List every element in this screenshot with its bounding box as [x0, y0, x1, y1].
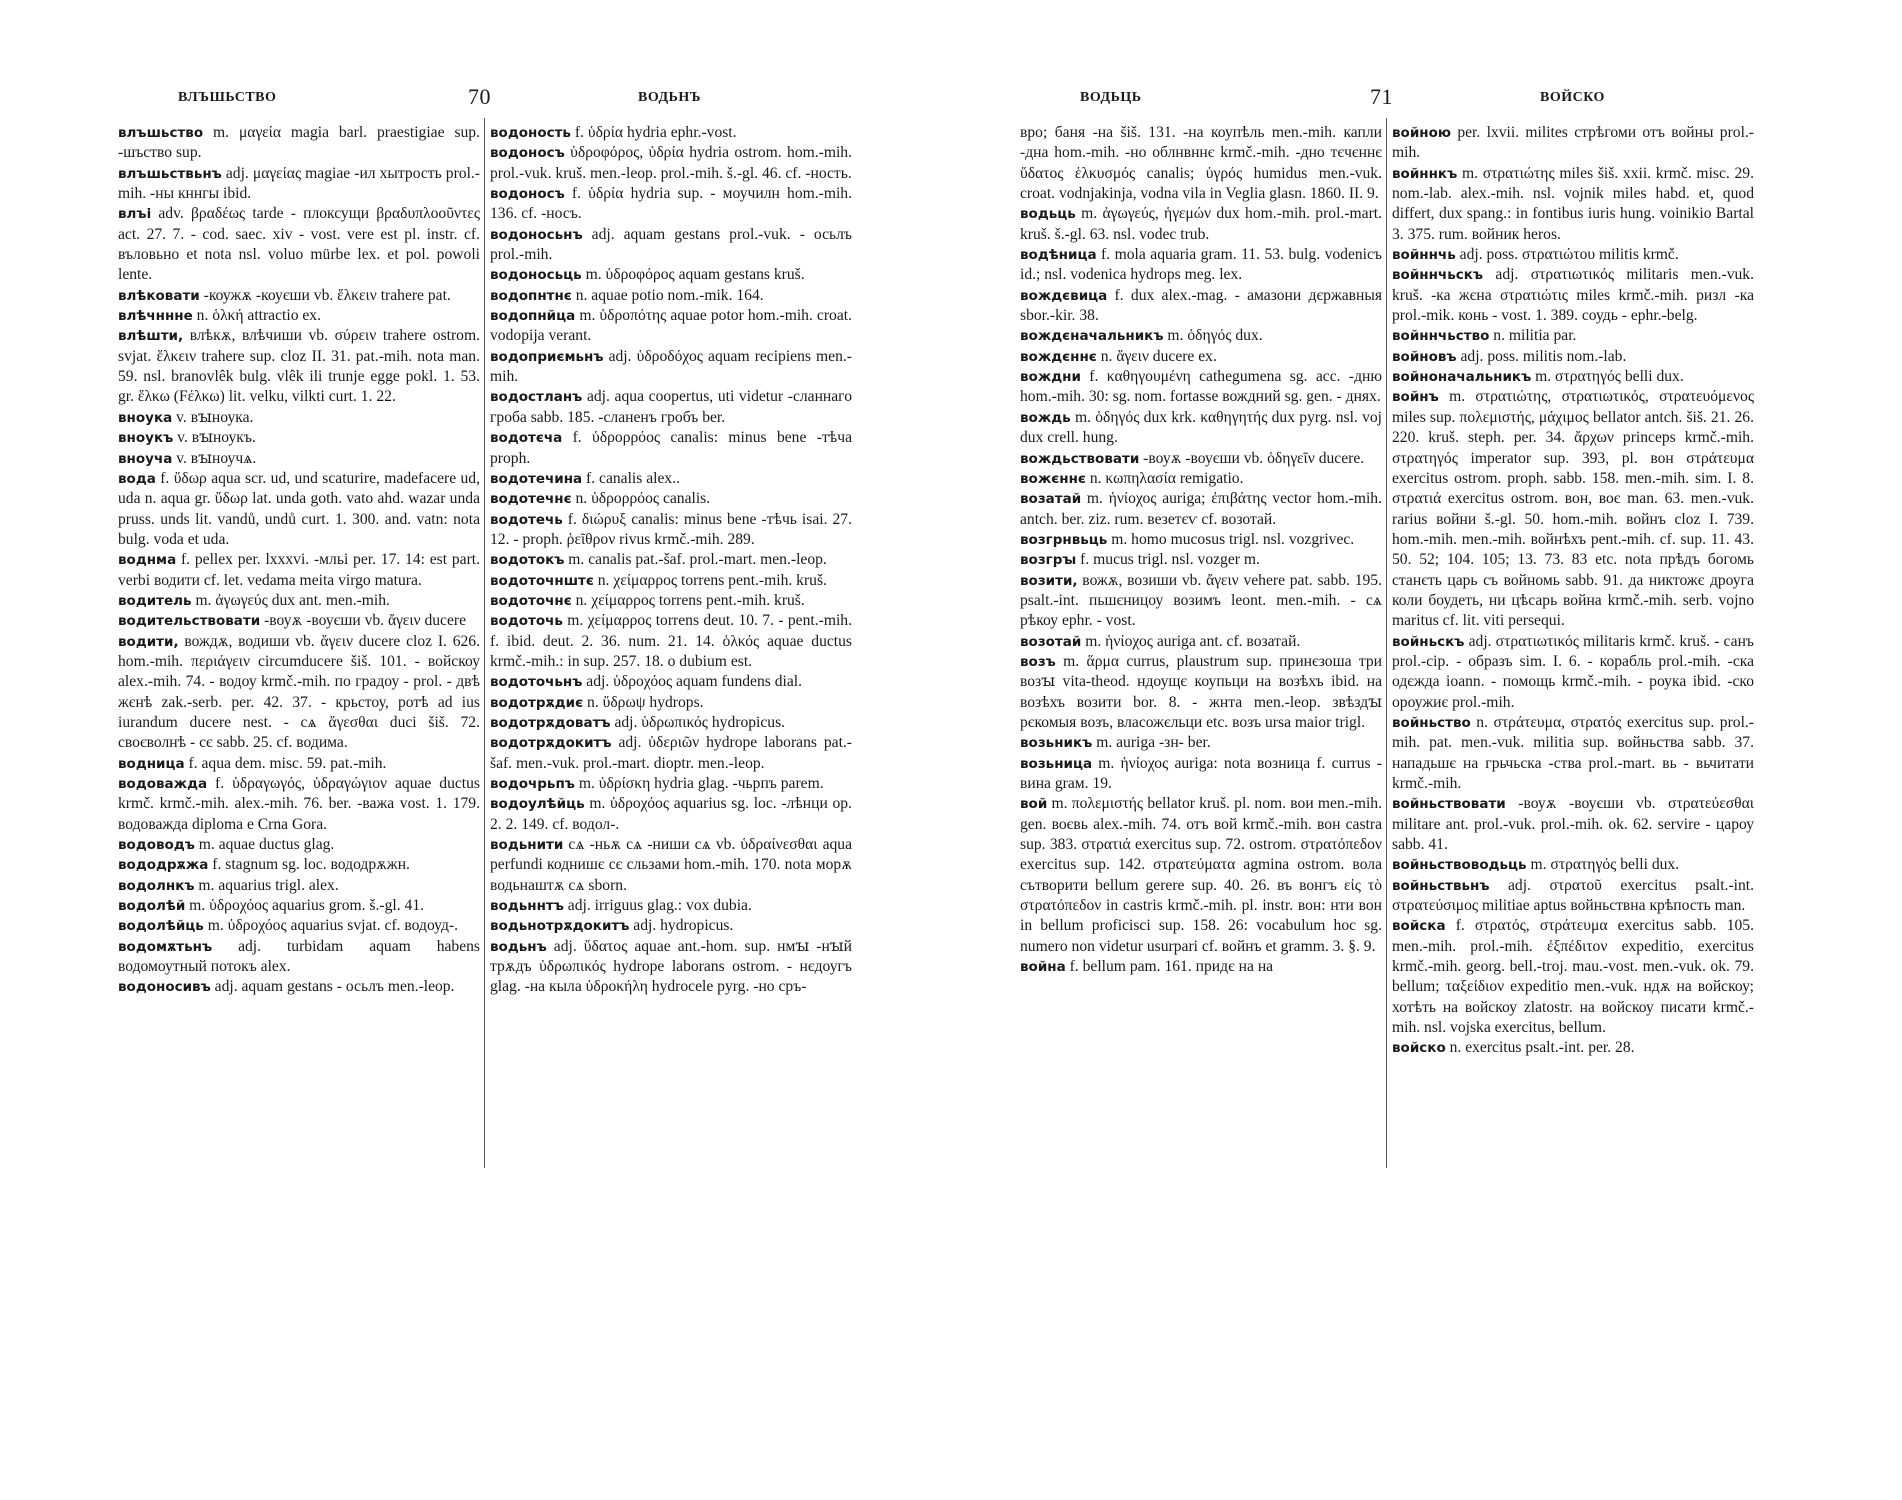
dictionary-entry: водолнкъ m. aquarius trigl. alex.: [118, 876, 339, 894]
dictionary-entry: водоносъ ὑδροφόρος, ὑδρία hydria ostrom. hom.-mih. prol.-vuk. kruš. men.-leop. prol.-mih. š.-gl. 46. cf. -ность.: [490, 144, 852, 182]
dictionary-entry: водоточьнъ adj. ὑδροχόος aquam fundens dial.: [490, 673, 803, 691]
dictionary-entry: водѣница f. mola aquaria gram. 11. 53. bulg. vodenicъ id.; nsl. vodenica hydrops meg. lex.: [1020, 246, 1382, 284]
dictionary-entry: водоносивъ adj. aquam gestans - осьлъ men.-leop.: [118, 978, 455, 996]
dictionary-entry: возатай m. ἡνίοχος auriga; ἐπιβάτης vector hom.-mih. antch. ber. ziz. rum. везетєѵ cf. возотай.: [1020, 490, 1382, 528]
dictionary-entry: войннчьскъ adj. στρατιωτικός militaris men.-vuk. kruš. -ка жєна στρατιώτις miles krmč.-mih. ризл -ка prol.-mik. конь - vost. 1. 389. соудь - ephr.-belg.: [1392, 266, 1754, 325]
dictionary-entry: вододрѫжа f. stagnum sg. loc. вододрѫжн.: [118, 856, 410, 874]
left-header-right: ВОДЬНЪ: [638, 90, 702, 105]
right-page-column-1: [1020, 123, 1382, 977]
dictionary-entry: возьникъ m. auriga -зн- ber.: [1020, 734, 1211, 752]
dictionary-entry: водолѣйць m. ὑδροχόος aquarius svjat. cf. водоуд-.: [118, 917, 459, 935]
dictionary-entry: водопнтнє n. aquae potio nom.-mik. 164.: [490, 286, 764, 304]
dictionary-entry: влъшьство m. μαγεία magia barl. praestigiae sup. -шъство sup.: [118, 124, 480, 162]
dictionary-entry: вождни f. καθηγουμένη cathegumena sg. acc. -дню hom.-mih. 30: sg. nom. fortasse вождний sg. gen. - дняx.: [1020, 368, 1382, 406]
dictionary-entry: вноуча v. вꙑноучѧ.: [118, 449, 257, 467]
left-page-column-2: [490, 123, 852, 998]
right-header-right: ВОЙСКО: [1540, 90, 1605, 105]
dictionary-entry: войньство n. στράτευμα, στρατός exercitus sup. prol.-mih. pat. men.-vuk. militia sup. войньства sabb. 37. нападьшє на грьчьска -ства prol.-mart. вь - вьчитати krmč.-mih.: [1392, 713, 1754, 792]
dictionary-entry: водотрѫдокитъ adj. ὑδεριῶν hydrope laborans pat.-šaf. men.-vuk. prol.-mart. dioptr. men.-leop.: [490, 734, 852, 772]
dictionary-entry: влѣчннне n. ὁλκή attractio ex.: [118, 307, 322, 325]
dictionary-entry: вноукъ v. вꙑноукъ.: [118, 429, 256, 447]
dictionary-entry: вождєвица f. dux alex.-mag. - амазони дєржавныя sbor.-kir. 38.: [1020, 286, 1382, 325]
right-page: [1020, 0, 1785, 1500]
dictionary-entry: вро; баня -на šiš. 131. -на коупѣль men.-mih. капли -дна hom.-mih. -но облнвннє krmč.-mih. -дно тєчєннє ὕδατος ἑλκυσμός canalis; ὑγρός humidus men.-vuk. croat. vodnjakinja, vodna vila in Veglia glasn. 1860. II. 9.: [1020, 124, 1382, 203]
dictionary-entry: водотокъ m. canalis pat.-šaf. prol.-mart. men.-leop.: [490, 551, 827, 569]
dictionary-entry: водитель m. ἀγωγεύς dux ant. men.-mih.: [118, 591, 390, 609]
dictionary-entry: водити, вождѫ, водиши vb. ἄγειν ducere cloz I. 626. hom.-mih. περιάγειν circumducere šiš. 101. - войскоу alex.-mih. 74. - водоу krmč.-mih. по градоу - prol. - двѣ жєнѣ zak.-serb. per. 42. 37. - крьстоу, ротѣ ad ius iurandum ducere nest. - сѧ ἄγεσθαι duci šiš. 72. своєволнѣ - сє sabb. 25. cf. водима.: [118, 632, 480, 752]
dictionary-entry: вожєннє n. κωπηλασία remigatio.: [1020, 469, 1244, 487]
dictionary-entry: вождєначальникъ m. ὁδηγός dux.: [1020, 327, 1263, 345]
left-page: [118, 0, 878, 1500]
dictionary-entry: водоприємьнъ adj. ὑδροδόχος aquam recipiens men.-mih.: [490, 347, 852, 386]
dictionary-entry: водотрѫдоватъ adj. ὑδρωπικός hydropicus.: [490, 713, 786, 731]
left-header-left: ВЛЪШЬСТВО: [178, 90, 277, 105]
left-page-number: 70: [468, 84, 491, 109]
dictionary-entry: вноука v. вꙑноука.: [118, 408, 254, 426]
dictionary-entry: водоносьнъ adj. aquam gestans prol.-vuk. - осьлъ prol.-mih.: [490, 225, 852, 264]
dictionary-entry: водостланъ adj. aqua coopertus, uti videtur -сланнаго гроба sabb. 185. -сланенъ гробъ ber.: [490, 388, 852, 426]
dictionary-entry: возгрнвьць m. homo mucosus trigl. nsl. vozgrivec.: [1020, 530, 1355, 548]
dictionary-entry: воднма f. pellex per. lxxxvi. -мльі per. 17. 14: est part. verbi водити cf. let. vedama meita virgo matura.: [118, 551, 480, 589]
right-page-number: 71: [1370, 84, 1393, 109]
dictionary-entry: влѣковати -коужѫ -коуєши vb. ἕλκειν trahere pat.: [118, 286, 451, 304]
dictionary-entry: возити, вожѫ, возиши vb. ἄγειν vehere pat. sabb. 195. psalt.-int. пьшєницоу возимъ leont. men.-mih. - сѧ рѣкоу ephr. - vost.: [1020, 571, 1382, 630]
dictionary-entry: водоулѣйць m. ὑδροχόος aquarius sg. loc. -лѣнци op. 2. 2. 149. cf. водол-.: [490, 795, 852, 833]
dictionary-entry: водьннтъ adj. irriguus glag.: vox dubia.: [490, 897, 752, 915]
dictionary-entry: водоносъ f. ὑδρία hydria sup. - моучилн hom.-mih. 136. cf. -носъ.: [490, 185, 852, 223]
dictionary-entry: войнъ m. στρατιώτης, στρατιωτικός, στρατευόμενος miles sup. πολεμιστής, μάχιμος bellator antch. šiš. 21. 26. 220. kruš. steph. per. 34. ἄρχων princeps krmč.-mih. στρατηγός imperator sup. 393, pl. вон στράτευμα exercitus ostrom. proph. sabb. 158. men.-mih. sim. I. 8. στρατιά exercitus ostrom. вон, воє man. 63. men.-vuk. rarius войни š.-gl. 50. hom.-mih. войнъ cloz I. 739. hom.-mih. men.-mih. войнѣхъ pent.-mih. cf. sup. 11. 43. 50. 52; 104. 105; 13. 73. 83 etc. nota прѣдъ богомь станєть царь съ войномь sabb. 91. да никтожє дроуга коли боудеть, ни цѣсарь война krmč.-mih. serb. vojno maritus cf. lit. vіti persequi.: [1392, 388, 1754, 630]
dictionary-entry: водоважда f. ὑδραγωγός, ὑδραγώγιον aquae ductus krmč. krmč.-mih. alex.-mih. 76. ber. -важа vost. 1. 179. водоважда diploma e Crna Gora.: [118, 775, 480, 833]
dictionary-entry: войско n. exercitus psalt.-int. per. 28.: [1392, 1039, 1635, 1057]
dictionary-entry: водолѣй m. ὑδροχόος aquarius grom. š.-gl. 41.: [118, 897, 425, 915]
dictionary-entry: вода f. ὕδωρ aqua scr. ud, und scaturire, madefacere ud, uda n. aqua gr. ὕδωρ lat. unda goth. vato ahd. wazar unda pruss. unds lit. vandů, undů curt. 1. 300. and. vatn: nota bulg. voda et uda.: [118, 469, 480, 548]
column-divider: [1386, 118, 1387, 1168]
dictionary-entry: возотай m. ἡνίοχος auriga ant. cf. возатай.: [1020, 632, 1301, 650]
dictionary-entry: вой m. πολεμιστής bellator kruš. pl. nom. вои men.-mih. gen. воєвь alex.-mih. 74. отъ вой krmč.-mih. вон castra sup. 383. στρατιά exercitus sup. 72. ostrom. στρατόπεδον exercitus sup. 142. στρατεύματα agmina ostrom. вола сътворити bellum gerere sup. 40. 26. въ вонгъ εἰς τὸ στρατόπεδον in castris krmč.-mih. pl. instr. вон: нти вон in bellum proficisci sup. 158. 26: vocabulum hoc sg. numero non videtur usurpari cf. войнъ et gramm. 3. §. 9.: [1020, 795, 1382, 955]
dictionary-entry: влѣшти, влѣкѫ, влѣчиши vb. σύρειν trahere ostrom. svjat. ἕλκειν trahere sup. cloz II. 31. pat.-mih. nota man. 59. nsl. branovlêk bulg. vlêk ili trunje egge pokl. 1. 53. gr. ἕλκω (Fέλκω) lit. velku, vilkti curt. 1. 22.: [118, 327, 480, 406]
dictionary-entry: влъі adv. βραδέως tarde - плоксущи βραδυπλοοῦντες act. 27. 7. - cod. saec. xiv - vost. vere est pl. instr. cf. въловьно et nota nsl. voluo mürbe lex. et pol. powoli lente.: [118, 205, 480, 284]
dictionary-entry: водьнъ adj. ὕδατος aquae ant.-hom. sup. нмꙑ -нꙑй трѫдъ ὑδρωπικός hydrope laborans ostrom. - нєдоугъ glag. -на кыла ὑδροκήλη hydrocele pyrg. -но сръ-: [490, 937, 852, 996]
dictionary-entry: вождь m. ὁδηγός dux krk. καθηγητής dux pyrg. nsl. voj dux crell. hung.: [1020, 408, 1382, 447]
dictionary-entry: войновъ adj. poss. militis nom.-lab.: [1392, 347, 1627, 365]
dictionary-entry: водоточь m. χείμαρρος torrens deut. 10. 7. - pent.-mih. f. ibid. deut. 2. 36. num. 21. 14. ὁλκός aquae ductus krmč.-mih.: in sup. 257. 18. o dubium est.: [490, 612, 852, 670]
dictionary-entry: водьнити сѧ -ньѫ сѧ -ниши сѧ vb. ὑδραίνεσθαι aqua perfundi коднишє сє сльзами hom.-mih. 170. nota морѫ водьнаштѫ сѧ sborn.: [490, 836, 853, 894]
dictionary-entry: возгрꙑ f. mucus trigl. nsl. vozger m.: [1020, 551, 1260, 569]
dictionary-entry: вождьствовати -воуѫ -воуєши vb. ὁδηγεῖν ducere.: [1020, 449, 1365, 467]
dictionary-entry: водьць m. ἀγωγεύς, ἡγεμών dux hom.-mih. prol.-mart. kruš. š.-gl. 63. nsl. vodec trub.: [1020, 205, 1382, 243]
dictionary-entry: войньствовати -воуѫ -воуєши vb. στρατεύεσθαι militare ant. prol.-vuk. prol.-mih. ok. 62. servire - цароу sabb. 41.: [1392, 795, 1754, 854]
dictionary-entry: водоводъ m. aquae ductus glag.: [118, 836, 335, 854]
dictionary-entry: войннчьство n. militia par.: [1392, 327, 1577, 345]
dictionary-entry: войннчь adj. poss. στρατιώτου militis krmč.: [1392, 246, 1679, 264]
dictionary-entry: водопнйца m. ὑδροπότης aquae potor hom.-mih. croat. vodopija verant.: [490, 307, 852, 345]
right-page-column-2: [1392, 123, 1754, 1059]
dictionary-entry: вождєннє n. ἄγειν ducere ex.: [1020, 347, 1217, 365]
dictionary-entry: возьница m. ἡνίοχος auriga: nota возница f. currus - вина graм. 19.: [1020, 754, 1382, 792]
dictionary-entry: водотечина f. canalis alex..: [490, 469, 680, 487]
dictionary-entry: войннкъ m. στρατιώτης miles šiš. xxii. krmč. misc. 29. nom.-lab. alex.-mih. nsl. vojnik miles habd. et, quod differt, dux spang.: in fontibus iuris hung. voinikio Bartal 3. 375. rum. войник heros.: [1392, 164, 1754, 243]
dictionary-entry: водотечнє n. ὑδρορρόος canalis.: [490, 490, 711, 508]
dictionary-entry: водительствовати -воуѫ -воуєши vb. ἄγειν ducere: [118, 612, 467, 630]
column-divider: [484, 118, 485, 1168]
dictionary-entry: водотечь f. διώρυξ canalis: minus bene -тѣчь isai. 27. 12. - proph. ῥεῖθρον rivus krmč.-mih. 289.: [490, 510, 852, 548]
dictionary-entry: войною per. lxvii. milites стрѣгоми отъ войны prol.-mih.: [1392, 124, 1754, 162]
dictionary-entry: война f. bellum pam. 161. придє на на: [1020, 958, 1274, 976]
right-running-head: [1020, 84, 1785, 112]
dictionary-entry: водоносьць m. ὑδροφόρος aquam gestans kruš.: [490, 266, 805, 284]
dictionary-entry: войска f. στρατός, στράτευμα exercitus sabb. 105. men.-mih. prol.-mih. ἐξπέδιτον expeditio, exercitus krmč.-mih. georg. bell.-troj. mau.-vost. men.-vuk. ok. 79. bellum; ταξείδιον expeditio men.-vuk. ндѫ на войскоу; хотѣть на войскоу zlatostr. на войскоу писати krmč.-mih. nsl. vojska exercitus, bellum.: [1392, 917, 1754, 1037]
dictionary-entry: войньскъ adj. στρατιωτικός militaris krmč. kruš. - санъ prol.-cip. - образъ sim. I. 6. - корабль prol.-mih. -ска одєжда ioann. - помощь krmč.-mih. - роука ibid. -ско ороужиє prol.-mih.: [1392, 632, 1754, 711]
dictionary-entry: влъшьствьнъ adj. μαγείας magiae -ил хытрость prol.-mih. -ны кннгы ibid.: [118, 164, 480, 203]
right-header-left: ВОДЬЦЬ: [1080, 90, 1142, 105]
dictionary-entry: водоточнє n. χείμαρρος torrens pent.-mih. kruš.: [490, 591, 805, 609]
dictionary-entry: водьнотрѫдокитъ adj. hydropicus.: [490, 917, 734, 935]
dictionary-entry: водоность f. ὑδρία hydria ephr.-vost.: [490, 124, 737, 141]
dictionary-entry: войньствьнъ adj. στρατοῦ exercitus psalt.-int. στρατεύσιμος militiae aptus войньствна крѣпость man.: [1392, 876, 1754, 915]
left-running-head: [118, 84, 878, 112]
dictionary-entry: водочрьпъ m. ὑδρίσκη hydria glag. -чьрпъ parem.: [490, 775, 824, 792]
dictionary-entry: возъ m. ἅρμα currus, plaustrum sup. принєзоша три возꙑ vita-theod. ндоущє коупьци на возѣхъ ibid. на возѣхъ возити bor. 8. - жнта men.-leop. звѣздꙑ рєкомыя возъ, власожєльци etc. возъ ursa maior trigl.: [1020, 652, 1382, 731]
dictionary-entry: войньствоводьць m. στρατηγός belli dux.: [1392, 856, 1680, 874]
dictionary-entry: водница f. aqua dem. misc. 59. pat.-mih.: [118, 754, 387, 772]
dictionary-entry: водотрѫдиє n. ὕδρωψ hydrops.: [490, 693, 704, 711]
left-page-column-1: [118, 123, 480, 998]
dictionary-entry: водомѫтьнъ adj. turbidam aquam habens водомоутный потокъ alex.: [118, 937, 480, 976]
dictionary-entry: войноначальникъ m. στρατηγός belli dux.: [1392, 368, 1684, 386]
dictionary-entry: водотєча f. ὑδρορρόος canalis: minus bene -тѣча proph.: [490, 429, 852, 467]
dictionary-entry: водоточнштє n. χείμαρρος torrens pent.-mih. kruš.: [490, 571, 827, 589]
